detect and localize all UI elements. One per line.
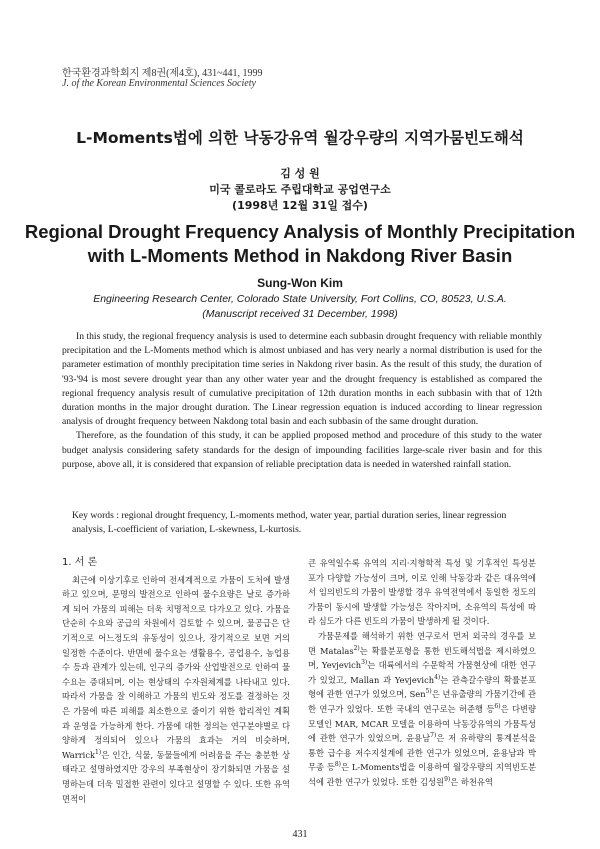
body-text: 는 관측갈수량의 확률분포형에 관한 연구가 있었으며, Sen xyxy=(308,674,536,700)
korean-title: L-Moments법에 의한 낙동강유역 월강우량의 지역가뭄빈도해석 xyxy=(76,129,524,147)
body-text: 는 확률분포형을 통한 빈도해석법을 제시하였으며, Yevjevich xyxy=(308,645,537,671)
journal-header-korean: 한국환경과학회지 제8권(제4호), 431~441, 1999 xyxy=(62,68,263,79)
abstract xyxy=(62,330,542,472)
body-text: 은 저 유하량의 통계분석을 통한 급수용 저수지설계에 관한 연구가 있었으며, 윤용남과 박무종 등 xyxy=(308,733,537,773)
body-column-left xyxy=(62,556,290,806)
citation-ref: 1) xyxy=(95,748,102,756)
body-text: 은 하천유역 xyxy=(450,776,493,787)
body-text: 은 인간, 식물, 동물들에게 어려움을 주는 충분한 상태라고 설명하였지만 강우의 부족현상이 장기화되면 가뭄을 설명하는데 더욱 밀접한 관련이 있다고 설명할 수 있다. 또한 유역면적이 xyxy=(62,749,290,804)
citation-ref: 3) xyxy=(361,659,368,667)
abstract-paragraph-1: In this study, the regional frequency analysis is used to determine each subbasin drought frequency with reliable monthly precipitation and the L-Moments method which is almost unbiased and has very nearly a normal distribution is used for the parameter estimation of monthly precipitation time series in Nakdong river basin. As the result of this study, the duration of '93-'94 is most severe drought year than any other water year and the drought frequency is established as compared the regional frequency analysis result of cumulative precipitation of 12th duration months in each subbasin with that of 12th duration months in the major drought duration. The Linear regression equation is induced according to linear regression analysis of drought frequency between Nakdong total basin and each subbasin of the same drought duration. xyxy=(62,331,542,428)
citation-ref: 9) xyxy=(444,776,451,784)
body-text: 는 대륙에서의 수문학적 가뭄현상에 대한 연구가 있었고, Mallan 과 Yevjevich xyxy=(308,660,536,685)
citation-ref: 5) xyxy=(425,688,432,696)
english-received-date: (Manuscript received 31 December, 1998) xyxy=(202,308,398,320)
body-paragraph xyxy=(62,573,290,807)
english-title-line1: Regional Drought Frequency Analysis of Monthly Precipitation xyxy=(24,221,576,242)
body-text: 가뭄문제를 해석하기 위한 연구로서 먼저 외국의 경우를 보면 Matalas xyxy=(308,630,536,656)
keywords-text: regional drought frequency, L-moments method, water year, partial duration series, linear regression analysis, L-coefficient of variation, L-skewness, L-kurtosis. xyxy=(72,510,507,535)
body-text: 최근에 이상기후로 인하여 전세계적으로 가뭄이 도처에 발생하고 있으며, 문명의 발전으로 인하여 물수요량은 날로 증가하게 되어 가뭄의 피해는 더욱 치명적으로 다가오고 있다. 가뭄을 단순히 수요와 공급의 차원에서 검토할 수 있으며, 물공급은 단기적으로 어느정도의 유동성이 있으나, 장기적으로 보면 거의 일정한 수준이다. 반면에 물수요는 생활용수, 공업용수, 농업용수 등과 관계가 있는데, 인구의 증가와 산업발전으로 인하여 물수요는 증대되며, 이는 현상태의 수자원체계를 나타내고 있다. 따라서 가뭄을 잘 이해하고 가뭄의 빈도와 정도를 결정하는 것은 가뭄에 따른 피해를 최소한으로 줄이기 위한 합리적인 계획과 운영을 가능하게 한다. 가뭄에 대한 정의는 연구분야별로 다양하게 정의되어 있으나 가뭄의 효과는 거의 비슷하며, Warrick xyxy=(62,574,290,760)
page-number: 431 xyxy=(292,829,308,840)
korean-received-date: (1998년 12월 31일 접수) xyxy=(232,199,368,212)
citation-ref: 6) xyxy=(494,703,501,711)
abstract-paragraph-2: Therefore, as the foundation of this study, it can be applied proposed method and procedure of this study to the water budget analysis considering safety standards for the design of impounding facilities large-scale river basin and for this purpose, above all, it is considered that expansion of reliable preciptation data is needed in watershed rainfall station. xyxy=(62,430,542,470)
english-title xyxy=(0,220,600,268)
body-column-right xyxy=(308,556,536,790)
korean-affiliation: 미국 콜로라도 주립대학교 공업연구소 xyxy=(209,183,391,196)
citation-ref: 7) xyxy=(430,732,437,740)
body-paragraph: 큰 유역일수록 유역의 지리·지형학적 특성 및 기후적인 특성분포가 다양할 가능성이 크며, 이로 인해 낙동강과 같은 대유역에서 임의빈도의 가뭄이 발생할 경우 유역전역에서 동일한 정도의 가뭄이 동시에 발생할 가능성은 작아지며, 소유역의 특성에 따라 심도가 다른 빈도의 가뭄이 발생하게 될 것이다. xyxy=(308,558,536,627)
citation-ref: 8) xyxy=(334,761,342,769)
citation-ref: 2) xyxy=(353,644,360,652)
body-paragraph xyxy=(308,629,536,790)
body-text: 은 년유출량의 가뭄기간에 관한 연구가 있었다. 또한 국내의 연구로는 허준행 등 xyxy=(308,689,536,714)
english-author: Sung-Won Kim xyxy=(257,276,343,290)
keywords xyxy=(72,509,542,537)
english-affiliation: Engineering Research Center, Colorado State University, Fort Collins, CO, 80523, U.S.A. xyxy=(93,293,507,305)
citation-ref: 4) xyxy=(434,673,441,681)
journal-header-english: J. of the Korean Environmental Sciences Society xyxy=(62,78,256,89)
body-text: 은 다변량모델인 MAR, MCAR 모델을 이용하여 낙동강유역의 가뭄특성에 관한 연구가 있었으며, 윤용남 xyxy=(308,703,536,744)
keywords-label: Key words : xyxy=(72,510,119,521)
korean-author: 김 성 원 xyxy=(280,167,320,180)
english-title-line2: with L-Moments Method in Nakdong River Basin xyxy=(87,245,513,266)
body-text: 은 L-Moments법을 이용하여 월강우량의 지역빈도분석에 관한 연구가 있었다. 또한 김성원 xyxy=(308,762,537,787)
section-heading-introduction: 1. 서 론 xyxy=(62,557,98,568)
